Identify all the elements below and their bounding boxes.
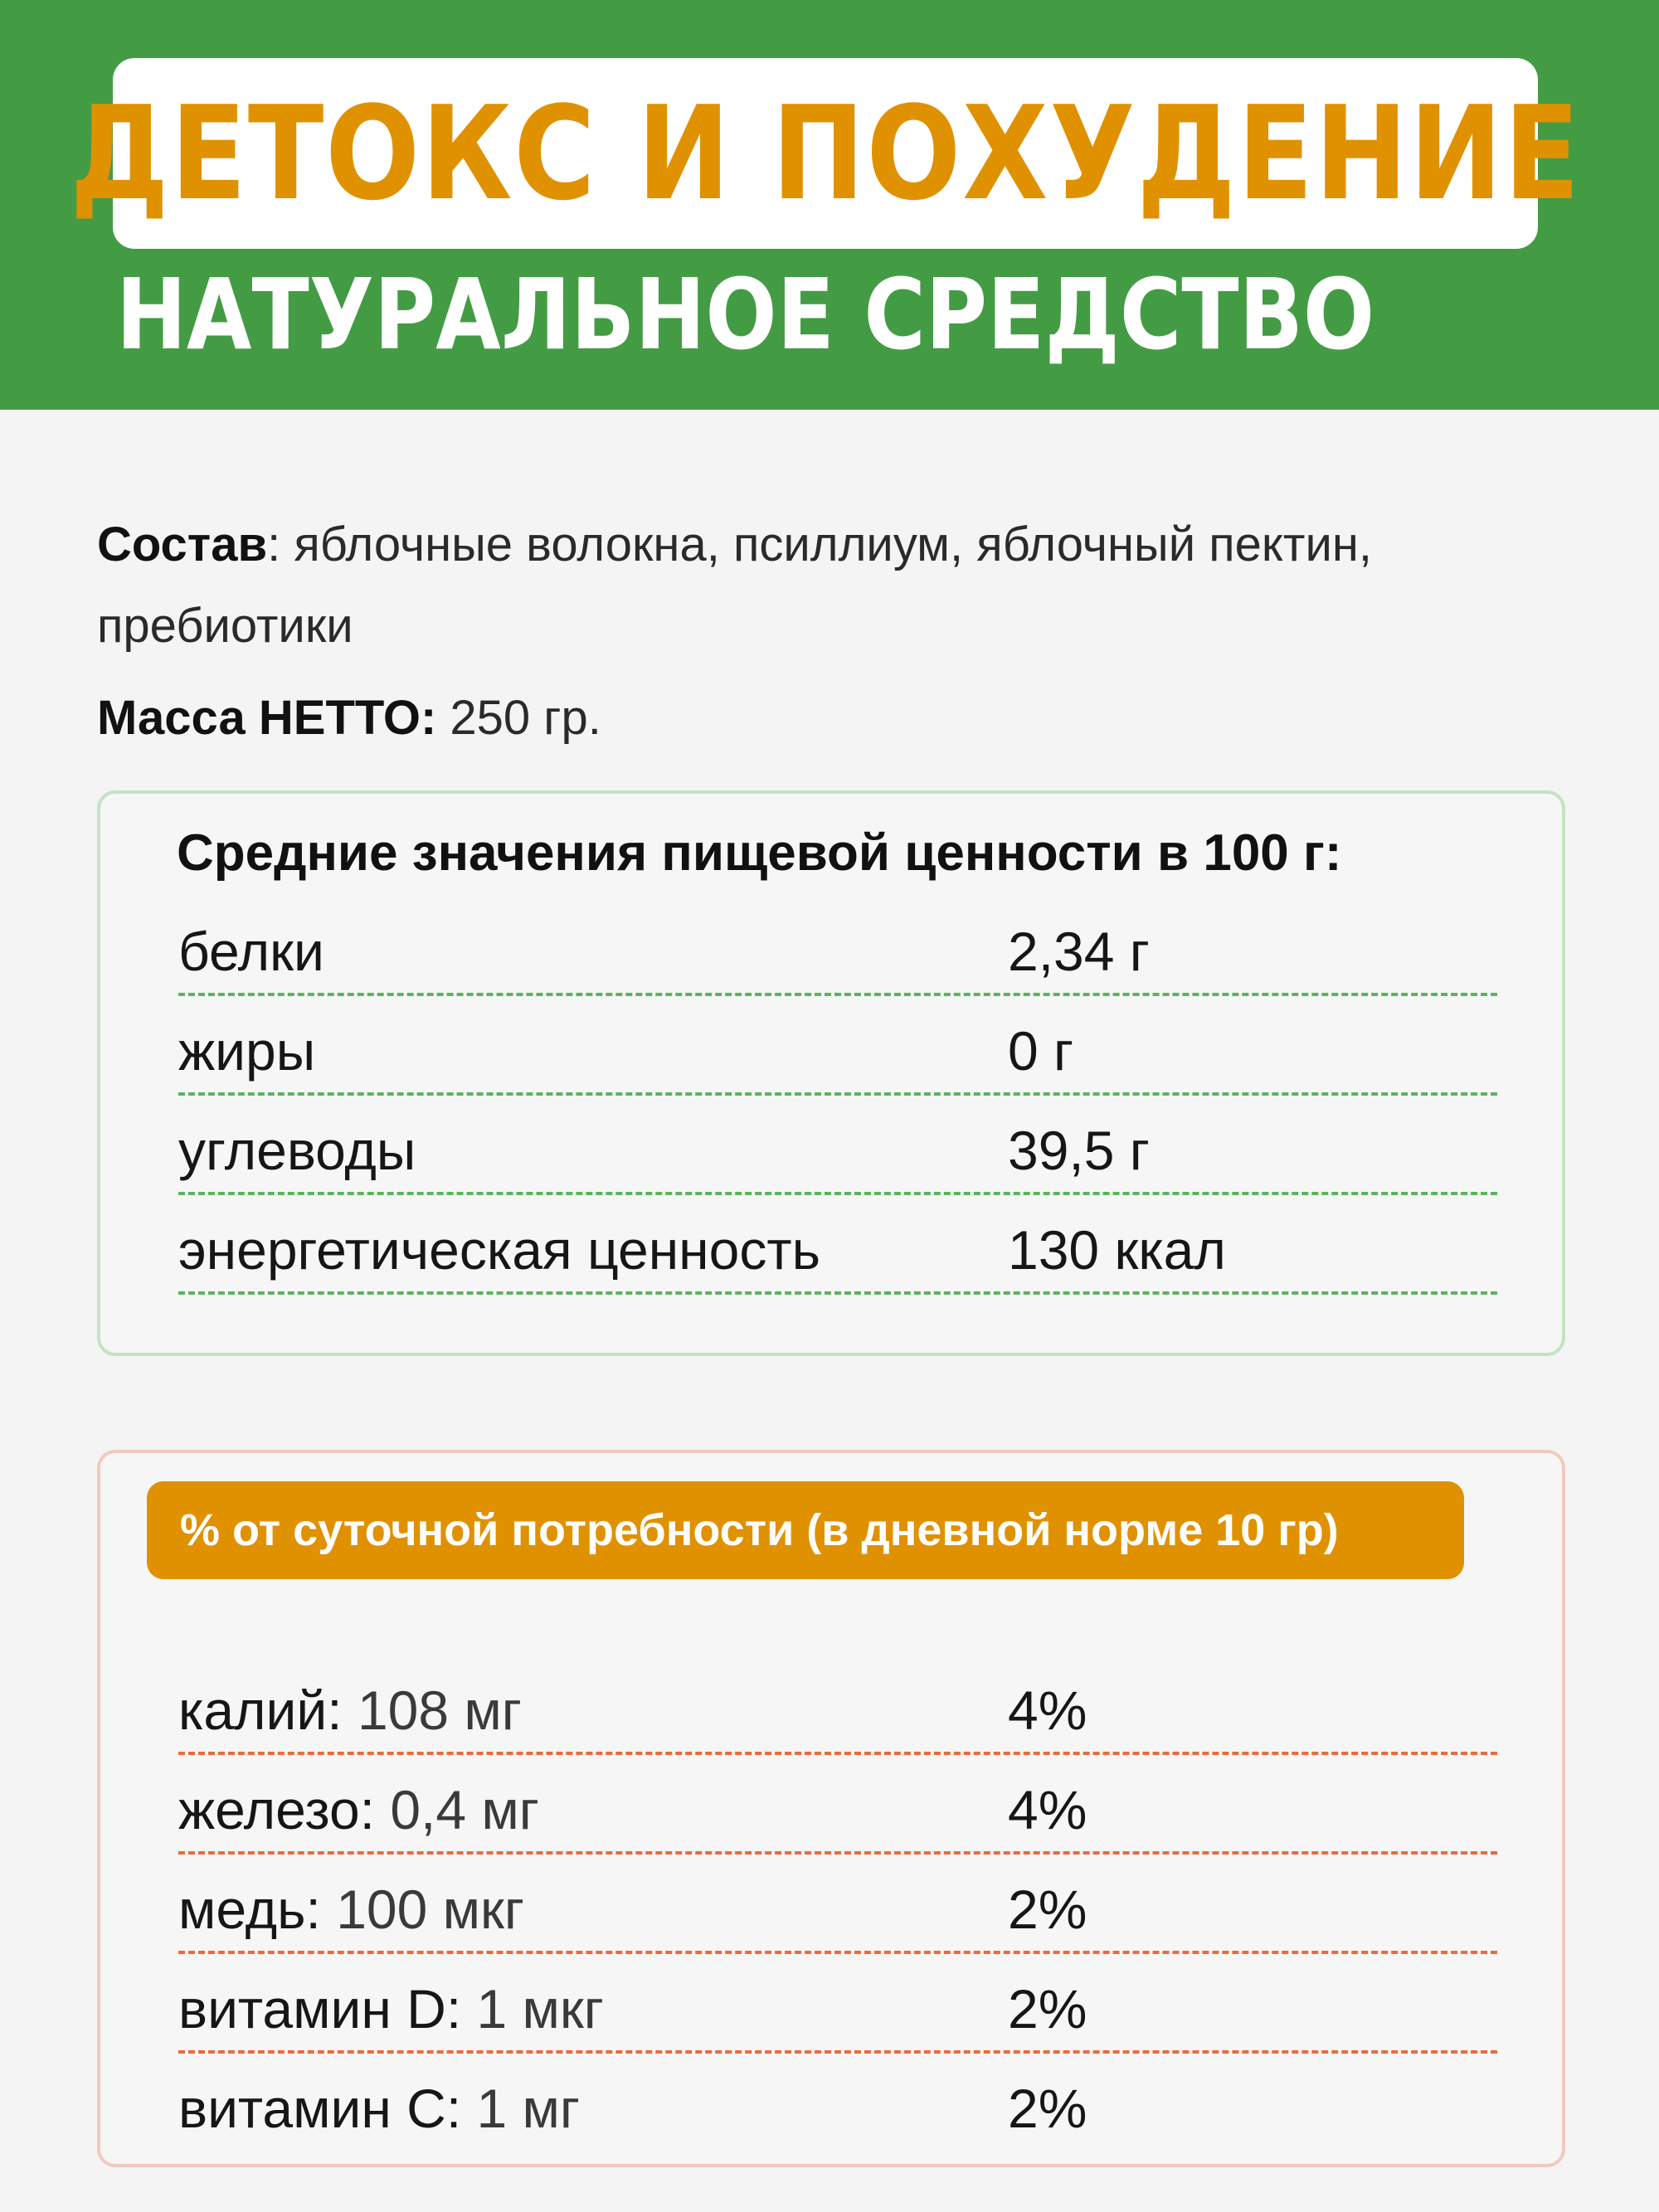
mineral-percent: 4%	[1008, 1779, 1087, 1840]
net-weight	[97, 690, 601, 746]
mineral-amount: 0,4 мг	[375, 1779, 539, 1840]
composition-label: Состав	[97, 518, 268, 571]
mineral-amount: 100 мкг	[320, 1879, 524, 1940]
nutrient-value: 130 ккал	[1008, 1219, 1226, 1281]
nutrient-value: 2,34 г	[1008, 921, 1150, 982]
page-title: ДЕТОКС И ПОХУДЕНИЕ	[69, 78, 1582, 229]
daily-value-card	[97, 1450, 1565, 2167]
title-box	[69, 58, 1582, 249]
daily-value-header	[147, 1481, 1464, 1579]
mineral-percent: 2%	[1008, 1879, 1087, 1940]
mineral-amount: 1 мг	[461, 2078, 580, 2139]
mineral-row	[178, 2050, 1497, 2150]
nutrition-row	[178, 993, 1497, 1096]
mineral-row	[178, 1851, 1497, 1954]
nutrient-name: энергетическая ценность	[178, 1219, 820, 1281]
net-weight-value: 250 гр.	[436, 691, 601, 745]
nutrition-row	[178, 1192, 1497, 1295]
page-subtitle: НАТУРАЛЬНОЕ СРЕДСТВО	[116, 257, 1375, 372]
mineral-label	[178, 1977, 604, 2040]
mineral-percent: 4%	[1008, 1680, 1087, 1741]
nutrition-title: Средние значения пищевой ценности в 100 г:	[177, 824, 1342, 882]
mineral-amount: 108 мг	[342, 1680, 522, 1741]
nutrient-value: 0 г	[1008, 1020, 1074, 1082]
mineral-label	[178, 2077, 580, 2140]
mineral-amount: 1 мкг	[461, 1978, 604, 2039]
mineral-row	[178, 1951, 1497, 2054]
mineral-label	[178, 1878, 524, 1941]
mineral-row	[178, 1752, 1497, 1855]
composition-text	[97, 504, 1524, 667]
nutrient-name: белки	[178, 921, 324, 982]
nutrient-name: жиры	[178, 1020, 316, 1082]
mineral-name: витамин D:	[178, 1978, 462, 2039]
nutrient-value: 39,5 г	[1008, 1120, 1150, 1181]
mineral-name: калий:	[178, 1680, 343, 1741]
nutrient-name: углеводы	[178, 1120, 416, 1181]
mineral-name: витамин С:	[178, 2078, 462, 2139]
mineral-name: медь:	[178, 1879, 321, 1940]
mineral-label	[178, 1778, 539, 1841]
nutrition-card	[97, 790, 1565, 1356]
nutrition-row	[178, 1092, 1497, 1195]
mineral-percent: 2%	[1008, 1978, 1087, 2039]
nutrition-row	[178, 893, 1497, 996]
mineral-label	[178, 1679, 522, 1742]
composition-value: : яблочные волокна, псиллиум, яблочный пектин, пребиотики	[97, 518, 1373, 653]
header-banner	[0, 0, 1659, 410]
mineral-row	[178, 1652, 1497, 1755]
net-weight-label: Масса НЕТТО:	[97, 691, 437, 745]
mineral-percent: 2%	[1008, 2078, 1087, 2139]
daily-value-title: % от суточной потребности (в дневной норме 10 гр)	[180, 1505, 1339, 1555]
mineral-name: железо:	[178, 1779, 375, 1840]
